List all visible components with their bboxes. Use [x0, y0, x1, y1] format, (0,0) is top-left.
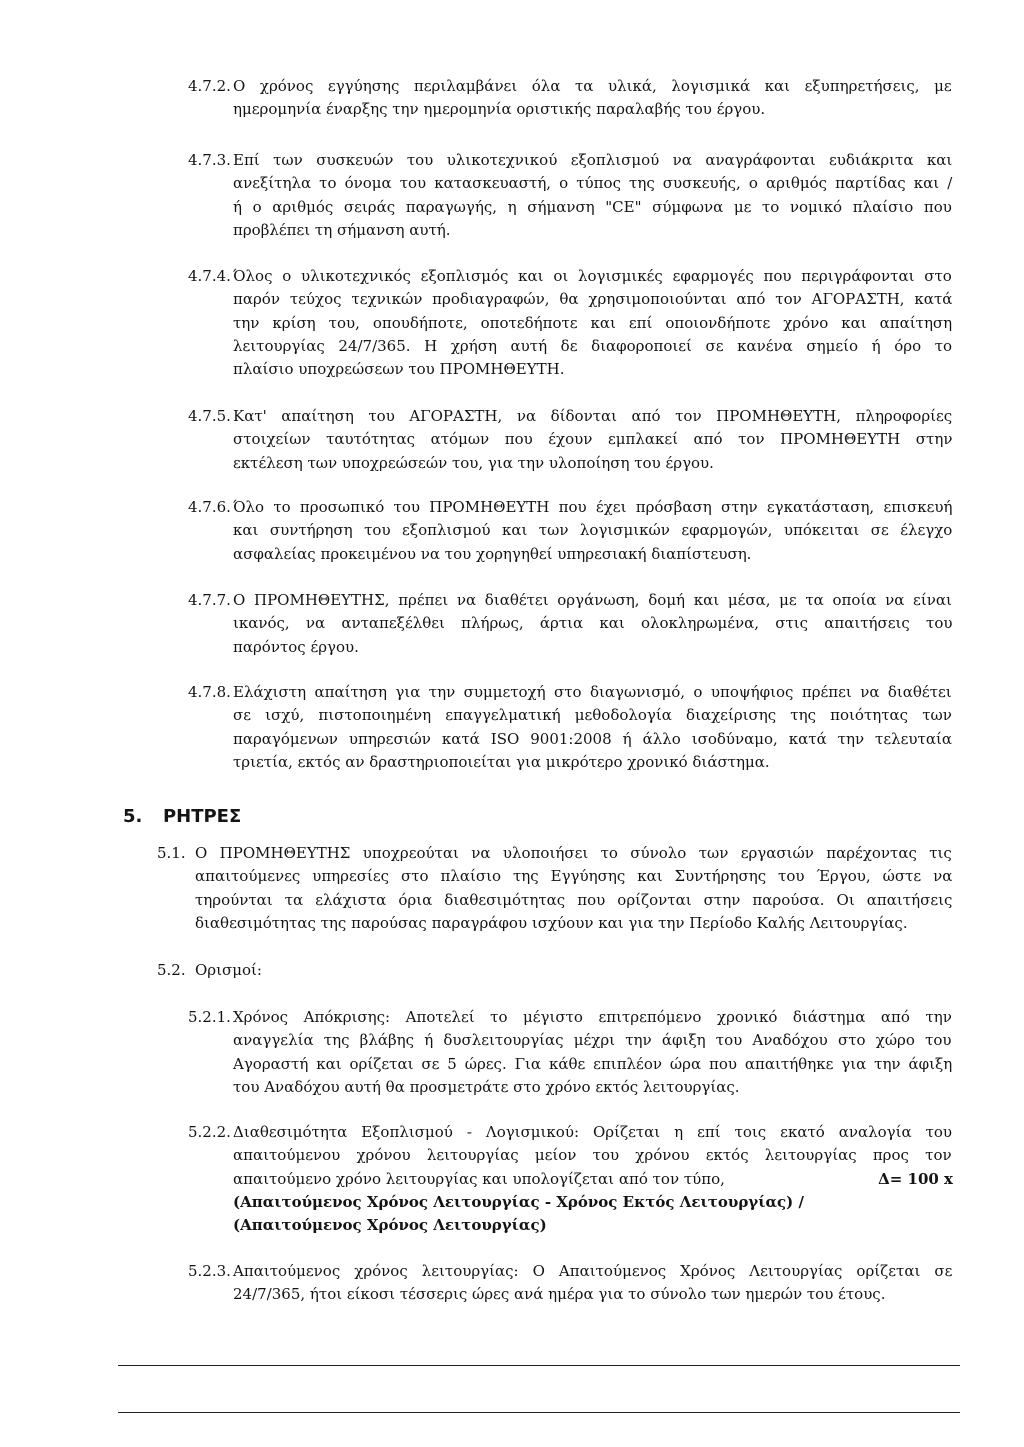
item-number: 5.1. [157, 844, 186, 862]
paragraph-line: εκτέλεση των υποχρεώσεών του, για την υλοποίηση του έργου. [233, 453, 714, 472]
item-number: 4.7.6. [188, 498, 231, 516]
formula-inline: Δ= 100 x [878, 1169, 953, 1188]
paragraph-line: παρόντος έργου. [233, 637, 359, 656]
paragraph-line: Χρόνος Απόκρισης: Αποτελεί το μέγιστο επιτρεπόμενο χρονικό διάστημα από την [233, 1008, 952, 1026]
paragraph-line: παραγόμενων υπηρεσιών κατά ISO 9001:2008 ή άλλο ισοδύναμο, κατά την τελευταία [233, 729, 952, 748]
formula-line: (Απαιτούμενος Χρόνος Λειτουργίας) [233, 1216, 547, 1235]
paragraph-line: Αγοραστή και ορίζεται σε 5 ώρες. Για κάθε επιπλέον ώρα που απαιτήθηκε για την άφιξη [233, 1054, 953, 1073]
paragraph-line: ανεξίτηλα το όνομα του κατασκευαστή, ο τύπος της συσκευής, ο αριθμός παρτίδας και / [233, 174, 953, 193]
paragraph-line: απαιτούμενο χρόνο λειτουργίας και υπολογίζεται από τον τύπο, [233, 1169, 725, 1188]
paragraph-line: Διαθεσιμότητα Εξοπλισμού - Λογισμικού: Ορίζεται η επί τοις εκατό αναλογία του [233, 1123, 953, 1141]
footer-rule-1 [118, 1365, 960, 1366]
paragraph-line: ικανός, να ανταπεξέλθει πλήρως, άρτια και ολοκληρωμένα, στις απαιτήσεις του [233, 614, 953, 633]
paragraph-line: Κατ' απαίτηση του ΑΓΟΡΑΣΤΗ, να δίδονται από τον ΠΡΟΜΗΘΕΥΤΗ, πληροφορίες [233, 407, 953, 425]
section-heading [123, 806, 241, 827]
item-number: 4.7.5. [188, 407, 231, 425]
item-number: 5.2. [157, 961, 186, 979]
paragraph-line: σε ισχύ, πιστοποιημένη επαγγελματική μεθοδολογία διαχείρισης της ποιότητας των [233, 706, 952, 725]
paragraph-line: διαθεσιμότητας της παρούσας παραγράφου ισχύουν και για την Περίοδο Καλής Λειτουργίας. [195, 913, 908, 932]
paragraph-line: Ο ΠΡΟΜΗΘΕΥΤΗΣ υποχρεούται να υλοποιήσει το σύνολο των εργασιών παρέχοντας τις [195, 844, 952, 862]
paragraph-line: προβλέπει τη σήμανση αυτή. [233, 220, 451, 239]
paragraph-line: ή ο αριθμός σειράς παραγωγής, η σήμανση "CE" σύμφωνα με το νομικό πλαίσιο που [233, 197, 952, 216]
subsection-title: Ορισμοί: [195, 961, 262, 979]
item-number: 4.7.4. [188, 267, 231, 285]
paragraph-line: Ο χρόνος εγγύησης περιλαμβάνει όλα τα υλικά, λογισμικά και εξυπηρετήσεις, με [233, 77, 952, 95]
paragraph-line: Όλος ο υλικοτεχνικός εξοπλισμός και οι λογισμικές εφαρμογές που περιγράφονται στο [233, 267, 952, 285]
paragraph-line: και συντήρηση του εξοπλισμού και των λογισμικών εφαρμογών, υπόκειται σε έλεγχο [233, 521, 953, 540]
paragraph-line: 24/7/365, ήτοι είκοσι τέσσερις ώρες ανά ημέρα για το σύνολο των ημερών του έτους. [233, 1285, 886, 1304]
paragraph-line: Ελάχιστη απαίτηση για την συμμετοχή στο διαγωνισμό, ο υποψήφιος πρέπει να διαθέτει [233, 683, 952, 701]
paragraph-line: του Αναδόχου αυτή θα προσμετράτε στο χρόνο εκτός λειτουργίας. [233, 1077, 740, 1096]
paragraph-line: ασφαλείας προκειμένου να του χορηγηθεί υπηρεσιακή διαπίστευση. [233, 544, 752, 563]
paragraph-line: απαιτούμενες υπηρεσίες στο πλαίσιο της Εγγύησης και Συντήρησης του Έργου, ώστε να [195, 867, 953, 886]
paragraph-line: αναγγελία της βλάβης ή δυσλειτουργίας μέχρι την άφιξη του Αναδόχου στο χώρο του [233, 1031, 952, 1050]
item-number: 4.7.8. [188, 683, 231, 701]
paragraph-line: παρόν τεύχος τεχνικών προδιαγραφών, θα χρησιμοποιούνται από τον ΑΓΟΡΑΣΤΗ, κατά [233, 290, 953, 309]
paragraph-line: τηρούνται τα ελάχιστα όρια διαθεσιμότητας που ορίζονται στην παρούσα. Οι απαιτήσεις [195, 890, 953, 909]
paragraph-line: ημερομηνία έναρξης την ημερομηνία οριστικής παραλαβής του έργου. [233, 100, 766, 119]
footer-rule-2 [118, 1412, 960, 1413]
paragraph-line: Ο ΠΡΟΜΗΘΕΥΤΗΣ, πρέπει να διαθέτει οργάνωση, δομή και μέσα, με τα οποία να είναι [233, 591, 952, 609]
paragraph-line: Απαιτούμενος χρόνος λειτουργίας: Ο Απαιτούμενος Χρόνος Λειτουργίας ορίζεται σε [233, 1262, 953, 1280]
paragraph-line: Όλο το προσωπικό του ΠΡΟΜΗΘΕΥΤΗ που έχει πρόσβαση στην εγκατάσταση, επισκευή [233, 498, 953, 516]
formula-line: (Απαιτούμενος Χρόνος Λειτουργίας - Χρόνος Εκτός Λειτουργίας) / [233, 1192, 804, 1211]
item-number: 5.2.2. [188, 1123, 231, 1141]
item-number: 4.7.2. [188, 77, 231, 95]
item-number: 4.7.7. [188, 591, 231, 609]
item-number: 5.2.3. [188, 1262, 231, 1280]
paragraph-line: τριετία, εκτός αν δραστηριοποιείται για μικρότερο χρονικό διάστημα. [233, 752, 770, 771]
section-number: 5. [123, 806, 143, 827]
paragraph-line: λειτουργίας 24/7/365. Η χρήση αυτή δε διαφοροποιεί σε κανένα σημείο ή όρο το [233, 336, 953, 355]
paragraph-line: πλαίσιο υποχρεώσεων του ΠΡΟΜΗΘΕΥΤΗ. [233, 360, 565, 379]
section-title: ΡΗΤΡΕΣ [162, 806, 242, 827]
item-number: 5.2.1. [188, 1008, 231, 1026]
paragraph-line: την κρίση του, οπουδήποτε, οποτεδήποτε και επί οποιονδήποτε χρόνο και απαίτηση [233, 313, 953, 332]
paragraph-line: Επί των συσκευών του υλικοτεχνικού εξοπλισμού να αναγράφονται ευδιάκριτα και [233, 151, 953, 169]
paragraph-line: στοιχείων ταυτότητας ατόμων που έχουν εμπλακεί από τον ΠΡΟΜΗΘΕΥΤΗ στην [233, 430, 953, 449]
item-number: 4.7.3. [188, 151, 231, 169]
paragraph-line: απαιτούμενου χρόνου λειτουργίας μείον του χρόνου εκτός λειτουργίας προς τον [233, 1146, 952, 1165]
